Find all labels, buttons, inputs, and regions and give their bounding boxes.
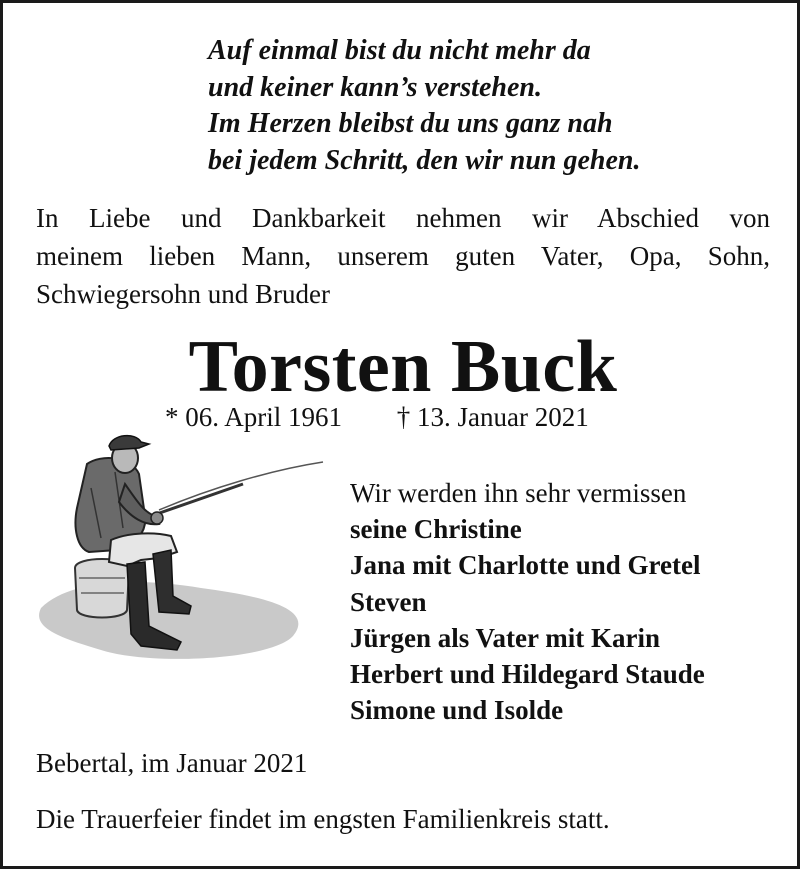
service-note: Die Trauerfeier findet im engsten Familienkreis statt. [36,804,610,834]
mourner-name: Jana mit Charlotte und Gretel [350,550,701,581]
place-date: Bebertal, im Januar 2021 [36,748,308,778]
poem [208,33,641,179]
mourner-name: Herbert und Hildegard Staude [350,659,705,690]
intro-line: meinem lieben Mann, unserem guten Vater, Opa, Sohn, [36,241,770,271]
poem-line: bei jedem Schritt, den wir nun gehen. [208,144,641,176]
mourner-name: seine Christine [350,514,522,545]
mourners-list [350,475,705,728]
intro-line: In Liebe und Dankbarkeit nehmen wir Abschied von [36,203,770,233]
fisherman-illustration [31,428,331,668]
intro-text [36,199,770,313]
birth-date: * 06. April 1961 [165,402,343,432]
poem-line: Im Herzen bleibst du uns ganz nah [208,108,613,139]
mourner-name: Steven [350,586,427,617]
mourner-name: Jürgen als Vater mit Karin [350,622,660,653]
poem-line: und keiner kann’s verstehen. [208,71,542,103]
mourners-lead: Wir werden ihn sehr vermissen [350,478,687,508]
intro-line: Schwiegersohn und Bruder [36,279,330,309]
death-date: † 13. Januar 2021 [396,402,589,432]
mourner-name: Simone und Isolde [350,695,564,726]
deceased-name: Torsten Buck [188,326,618,408]
poem-line: Auf einmal bist du nicht mehr da [208,35,591,66]
